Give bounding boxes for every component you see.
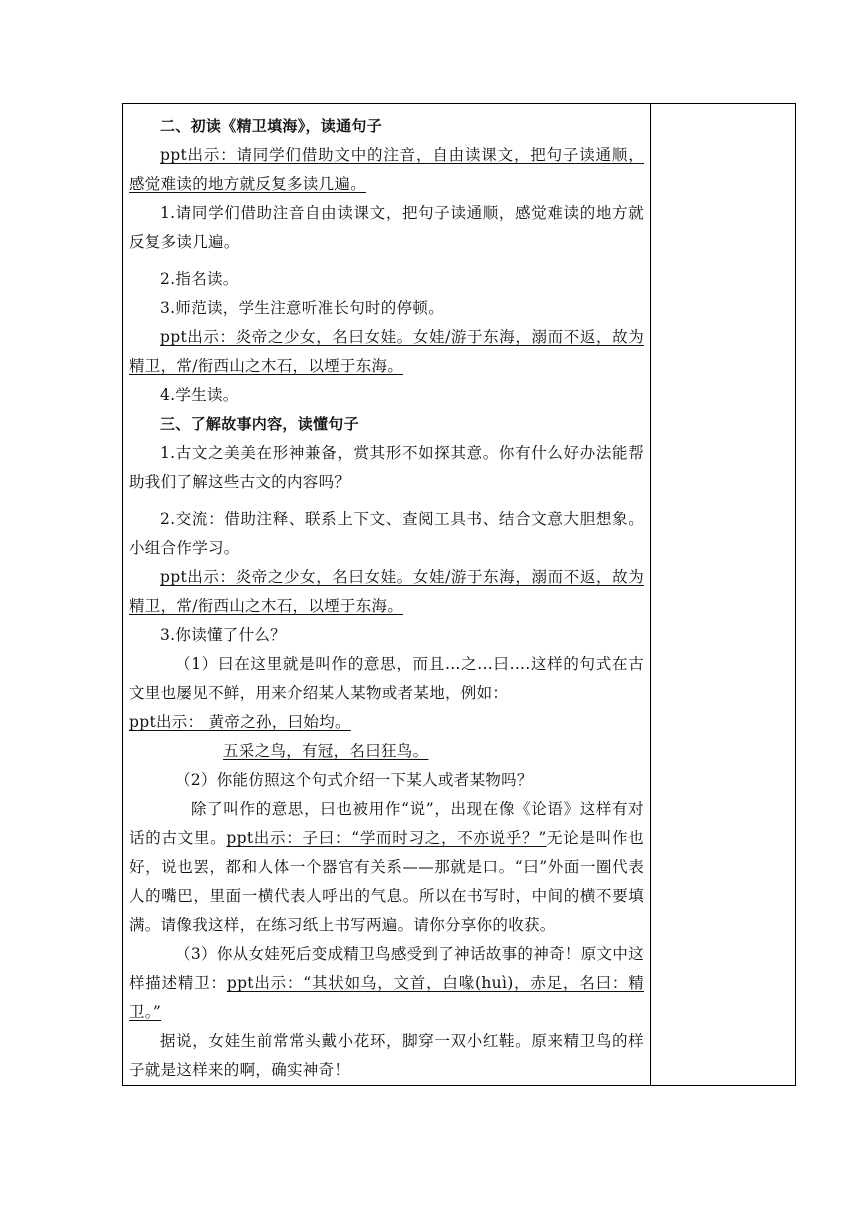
ppt-prompt [129, 141, 644, 199]
ppt-text: 五采之鸟，有冠，名曰狂鸟。 [223, 742, 429, 760]
ppt-text: ppt出示：请同学们借助文中的注音，自由读课文，把句子读通顺，感觉难读的地方就反复多读几遍。 [129, 146, 644, 193]
ppt-text: ppt出示： 黄帝之孙，曰始均。 [129, 713, 351, 731]
section-heading-3: 三、了解故事内容，读懂句子 [160, 415, 359, 433]
step-item: 2.指名读。 [160, 270, 239, 288]
step-item: 2.交流：借助注释、联系上下文、查阅工具书、结合文意大胆想象。小组合作学习。 [129, 510, 644, 557]
notes-cell [651, 104, 796, 1085]
lesson-table [122, 103, 796, 1086]
sub-item [129, 940, 644, 1027]
ppt-text: ppt出示：炎帝之少女，名曰女娃。女娃/游于东海，溺而不返，故为精卫，常/衔西山之木石，以堙于东海。 [129, 568, 644, 615]
paragraph-text: 无论是叫作也好，说也罢，都和人体一个器官有关系——那就是口。“曰”外面一圈代表人的嘴巴，里面一横代表人呼出的气息。所以在书写时，中间的横不要填满。请像我这样，在练习纸上书写两遍。请你分享你的收获。 [129, 829, 644, 934]
step-item: 1.请同学们借助注音自由读课文，把句子读通顺，感觉难读的地方就反复多读几遍。 [129, 204, 644, 251]
paragraph-text: （3）你从女娃死后变成精卫鸟感受到了神话故事的神奇！原文中这样描述精卫： [129, 945, 644, 992]
step-item: 3.师范读，学生注意听准长句时的停顿。 [160, 299, 444, 317]
ppt-prompt [129, 708, 644, 737]
step-item: 3.你读懂了什么？ [160, 626, 286, 644]
ppt-prompt [129, 737, 644, 766]
step-item: 4.学生读。 [160, 386, 239, 404]
paragraph: 据说，女娃生前常常头戴小花环，脚穿一双小红鞋。原来精卫鸟的样子就是这样来的啊，确实神奇！ [129, 1032, 644, 1079]
paragraph [129, 795, 644, 940]
ppt-text: ppt出示：“其状如乌，文首，白喙(huì)，赤足，名曰：精卫。” [129, 974, 644, 1021]
section-heading-2: 二、初读《精卫填海》，读通句子 [160, 117, 383, 135]
sub-item: （1）曰在这里就是叫作的意思，而且...之...曰....这样的句式在古文里也屡见不鲜，用来介绍某人某物或者某地，例如： [129, 655, 644, 702]
paragraph-text: 除了叫作的意思，曰也被用作“说”，出现在像《论语》这样有对话的古文里。 [129, 800, 644, 847]
sub-item: （2）你能仿照这个句式介绍一下某人或者某物吗？ [175, 771, 533, 789]
ppt-text: ppt出示：炎帝之少女，名曰女娃。女娃/游于东海，溺而不返，故为精卫，常/衔西山之木石，以堙于东海。 [129, 328, 644, 375]
ppt-prompt [129, 323, 644, 381]
ppt-prompt [129, 563, 644, 621]
teaching-process-cell [129, 112, 644, 1085]
ppt-text: ppt出示：子曰：“学而时习之，不亦说乎？” [226, 829, 547, 847]
step-item: 1.古文之美美在形神兼备，赏其形不如探其意。你有什么好办法能帮助我们了解这些古文的内容吗？ [129, 444, 644, 491]
